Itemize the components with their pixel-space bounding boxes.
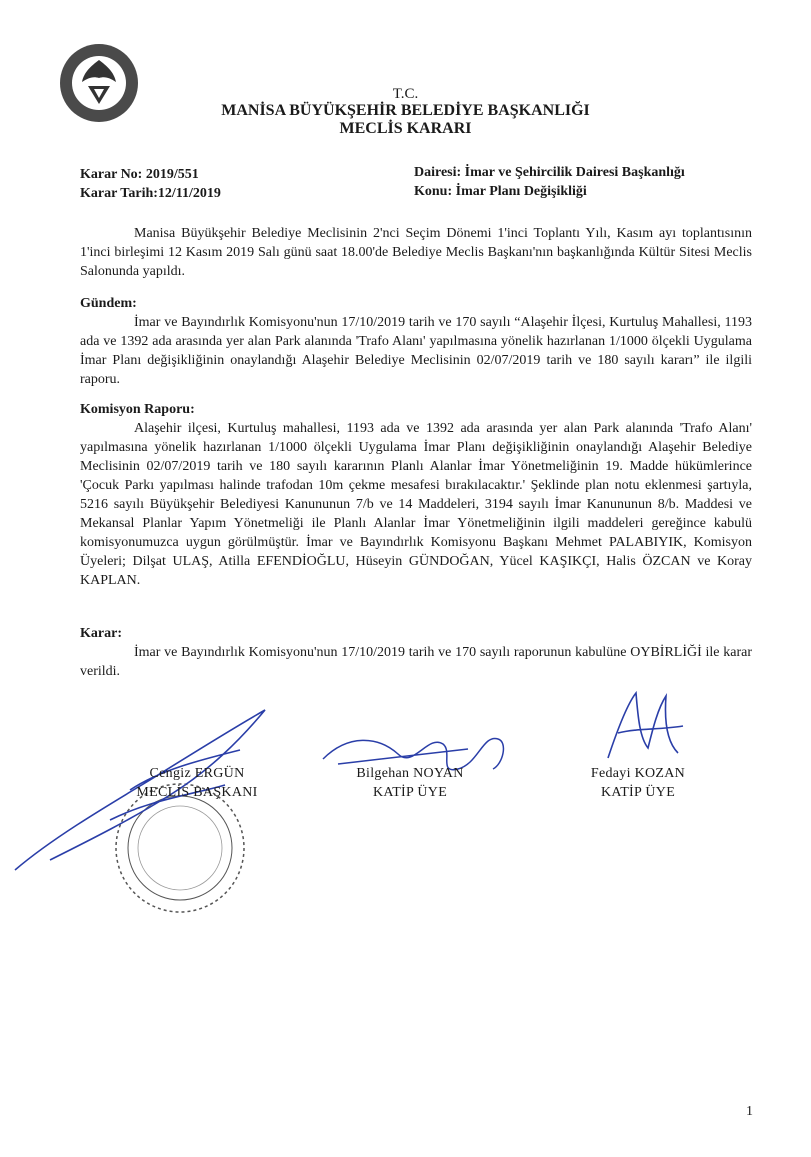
gundem-text: İmar ve Bayındırlık Komisyonu'nun 17/10/2019 tarih ve 170 sayılı “Alaşehir İlçesi, Kurtuluş Mahallesi, 1193 ada ve 1392 ada arasında yer alan Park alanında 'Trafo Alanı' yapılmasına yönelik hazırlanan 1/1000 ölçekli Uygulama İmar Planı değişikliğinin onaylandığı Alaşehir Belediye Meclisinin 02/07/2019 tarih ve 180 sayılı kararı” ile ilgili raporu. [80,315,752,387]
header-organization: MANİSA BÜYÜKŞEHİR BELEDİYE BAŞKANLIĞI [221,102,590,119]
karar-no: Karar No: 2019/551 [80,167,199,182]
dairesi: Dairesi: İmar ve Şehircilik Dairesi Başkanlığı [414,165,685,180]
intro-section [80,224,752,281]
signature-block-2 [330,764,490,802]
header-country: T.C. [392,86,419,102]
signature-block-1 [112,764,282,802]
signer-name: Cengiz ERGÜN [149,766,245,781]
signer-title: KATİP ÜYE [600,785,676,800]
signer-name: Fedayi KOZAN [590,766,686,781]
karar-text: İmar ve Bayındırlık Komisyonu'nun 17/10/2019 tarih ve 170 sayılı raporunun kabulüne OYBİRLİĞİ ile karar verildi. [80,645,752,679]
signer-title: KATİP ÜYE [372,785,448,800]
meta-left [80,165,221,203]
signer-title: MECLİS BAŞKANI [136,785,258,800]
page-number: 1 [746,1104,753,1119]
karar-tarih: Karar Tarih:12/11/2019 [80,186,221,201]
signer-name: Bilgehan NOYAN [356,766,464,781]
konu: Konu: İmar Planı Değişikliği [414,184,587,199]
komisyon-section [80,400,752,590]
komisyon-heading: Komisyon Raporu: [80,402,195,417]
gundem-heading: Gündem: [80,296,137,311]
signature-mark-3 [598,688,688,768]
karar-heading: Karar: [80,626,122,641]
karar-section [80,624,752,681]
intro-paragraph: Manisa Büyükşehir Belediye Meclisinin 2'nci Seçim Dönemi 1'inci Toplantı Yılı, Kasım ayı toplantısının 1'inci birleşimi 12 Kasım 2019 Salı günü saat 18.00'de Belediye Meclis Başkanı'nın başkanlığında Kültür Sitesi Meclis Salonunda yapıldı. [80,226,752,279]
meta-right [414,163,685,201]
gundem-section [80,294,752,389]
komisyon-text: Alaşehir ilçesi, Kurtuluş mahallesi, 1193 ada ve 1392 ada arasında yer alan Park alanında 'Trafo Alanı' yapılmasına yönelik hazırlanan 1/1000 ölçekli Uygulama İmar Planı değişikliğinin onaylandığı Alaşehir Belediye Meclisinin 02/07/2019 tarih ve 180 sayılı kararının Planlı Alanlar İmar Yönetmeliğinin 19. Madde hükümlerince 'Çocuk Parkı yapılması halinde trafodan 10m çekme mesafesi bırakılacaktır.' Şeklinde plan notu eklenmesi şartıyla, 5216 sayılı Büyükşehir Belediyesi Kanununun 7/b ve 14 Maddeleri, 3194 sayılı İmar Kanununun 8/b. Maddesi ve Mekansal Planlar Yapım Yönetmeliği ile Planlı Alanlar İmar Yönetmeliğinin ilgili maddeleri gereğince kabulü komisyonumuzca uygun görülmüştür. İmar ve Bayındırlık Komisyonu Başkanı Mehmet PALABIYIK, Komisyon Üyeleri; Dilşat ULAŞ, Atilla EFENDİOĞLU, Hüseyin GÜNDOĞAN, Yücel KAŞIKÇI, Halis ÖZCAN ve Koray KAPLAN. [80,421,752,588]
header-document-type: MECLİS KARARI [339,120,472,137]
signature-block-3 [558,764,718,802]
